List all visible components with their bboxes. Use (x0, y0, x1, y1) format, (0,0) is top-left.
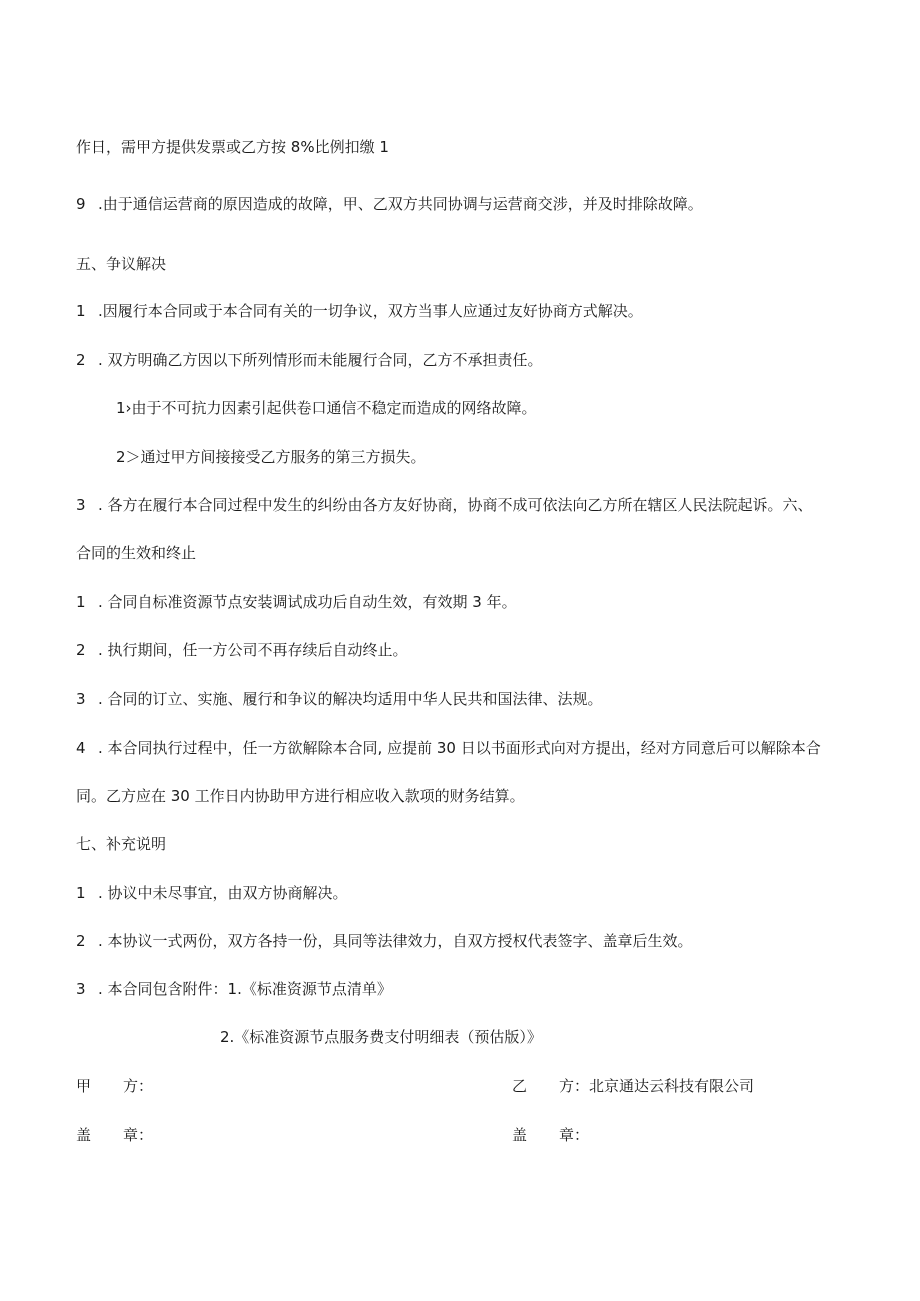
seal-a-row (76, 1125, 153, 1145)
clause-6-2 (76, 640, 408, 660)
clause-7-1 (76, 883, 348, 903)
section-heading-dispute (76, 254, 166, 274)
section-heading-supplement (76, 834, 166, 854)
sub-item-text: 2＞通过甲方间接接受乙方服务的第三方损失。 (116, 448, 426, 466)
clause-6-4 (76, 738, 821, 758)
attachment-2 (220, 1027, 542, 1047)
section-title: 合同的生效和终止 (76, 544, 197, 562)
party-b-row (512, 1076, 754, 1096)
party-b-label-char: 乙 (512, 1077, 528, 1095)
seal-b-row (512, 1125, 589, 1145)
clause-number: 2 (76, 932, 86, 950)
clause-text: .由于通信运营商的原因造成的故障，甲、乙双方共同协调与运营商交涉，并及时排除故障。 (98, 195, 703, 213)
clause-text: . 协议中未尽事宜，由双方协商解决。 (98, 884, 348, 902)
clause-6-3 (76, 689, 603, 709)
clause-5-1 (76, 301, 643, 321)
clause-text: . 执行期间，任一方公司不再存续后自动终止。 (98, 641, 408, 659)
attachment-text: 2.《标准资源节点服务费支付明细表（预估版）》 (220, 1028, 542, 1046)
clause-number: 3 (76, 690, 86, 708)
paragraph-tax-note (76, 137, 389, 157)
clause-number: 2 (76, 351, 86, 369)
party-b-value: 北京通达云科技有限公司 (589, 1077, 755, 1095)
clause-6-4-continued (76, 786, 525, 806)
party-a-label-char: 甲 (76, 1077, 92, 1095)
seal-b-label-char: 盖 (512, 1126, 528, 1144)
clause-5-2 (76, 350, 543, 370)
clause-text: . 本合同执行过程中，任一方欲解除本合同, 应提前 30 日以书面形式向对方提出，经对方同意后可以解除本合 (98, 739, 821, 757)
sub-item-1 (116, 398, 537, 418)
clause-number: 3 (76, 496, 86, 514)
party-b-label-suffix: 方： (559, 1077, 590, 1095)
clause-6-1 (76, 592, 517, 612)
clause-text: . 各方在履行本合同过程中发生的纠纷由各方友好协商，协商不成可依法向乙方所在辖区人民法院起诉。六、 (98, 496, 813, 514)
paragraph-text: 作日，需甲方提供发票或乙方按 8%比例扣缴 1 (76, 138, 389, 156)
sub-item-text: 1›由于不可抗力因素引起供卷口通信不稳定而造成的网络故障。 (116, 399, 537, 417)
clause-number: 9 (76, 195, 86, 213)
clause-number: 1 (76, 884, 86, 902)
sub-item-2 (116, 447, 426, 467)
party-a-row (76, 1076, 153, 1096)
clause-7-3 (76, 979, 392, 999)
clause-text: .因履行本合同或于本合同有关的一切争议，双方当事人应通过友好协商方式解决。 (98, 302, 643, 320)
clause-text: 同。乙方应在 30 工作日内协助甲方进行相应收入款项的财务结算。 (76, 787, 525, 805)
clause-9 (76, 194, 703, 214)
clause-7-2 (76, 931, 693, 951)
clause-text: . 合同的订立、实施、履行和争议的解决均适用中华人民共和国法律、法规。 (98, 690, 603, 708)
clause-5-3 (76, 495, 813, 515)
seal-a-label-suffix: 章： (123, 1126, 154, 1144)
section-heading-effect (76, 543, 196, 563)
clause-number: 1 (76, 302, 86, 320)
clause-text: . 双方明确乙方因以下所列情形而未能履行合同，乙方不承担责任。 (98, 351, 543, 369)
section-title: 五、争议解决 (76, 255, 167, 273)
clause-text: . 本协议一式两份，双方各持一份，具同等法律效力，自双方授权代表签字、盖章后生效。 (98, 932, 693, 950)
clause-number: 3 (76, 980, 86, 998)
clause-number: 4 (76, 739, 86, 757)
clause-text: . 本合同包含附件：1.《标准资源节点清单》 (98, 980, 392, 998)
section-title: 七、补充说明 (76, 835, 167, 853)
seal-b-label-suffix: 章： (559, 1126, 590, 1144)
clause-number: 1 (76, 593, 86, 611)
party-a-label-suffix: 方： (123, 1077, 154, 1095)
seal-a-label-char: 盖 (76, 1126, 92, 1144)
clause-text: . 合同自标准资源节点安装调试成功后自动生效，有效期 3 年。 (98, 593, 517, 611)
clause-number: 2 (76, 641, 86, 659)
